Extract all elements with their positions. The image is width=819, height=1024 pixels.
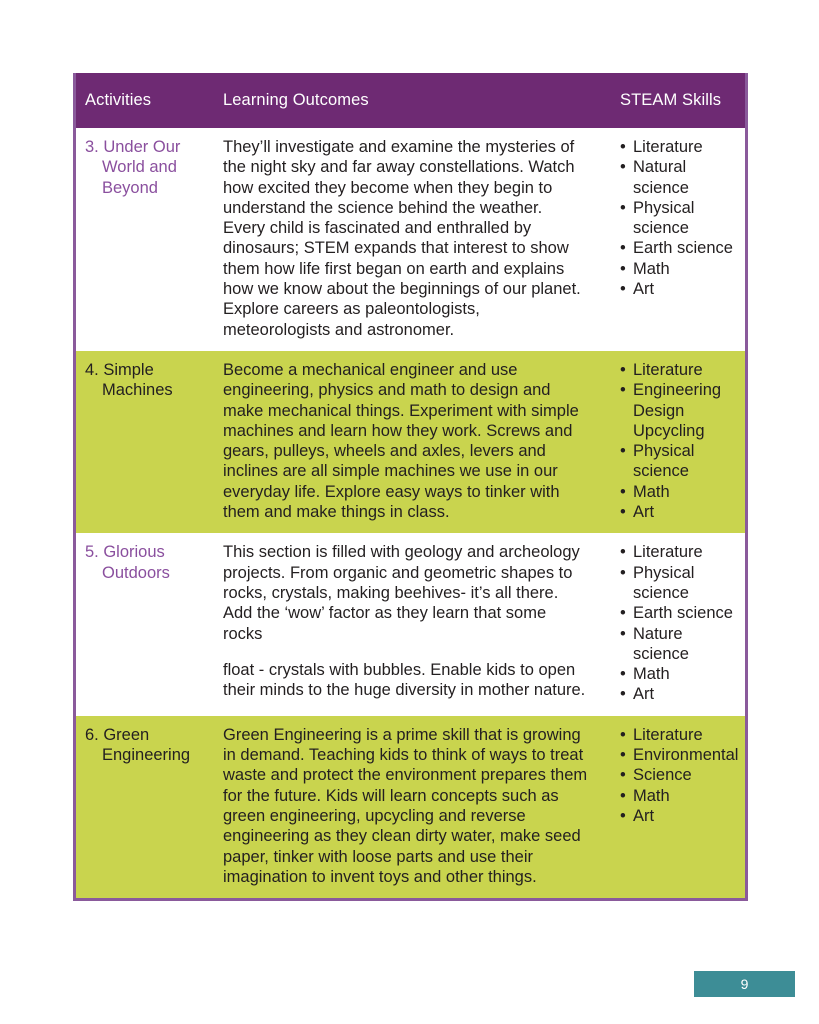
- outcome-paragraph: This section is filled with geology and archeology projects. From organic and geometric shapes to rocks, crystals, making beehives- it’s all there. Add the ‘wow’ factor as they learn that some rocks: [223, 543, 580, 643]
- steam-skills-cell: [596, 542, 745, 704]
- skill-item: • Math: [620, 786, 739, 806]
- outcome-paragraph: Become a mechanical engineer and use engineering, physics and math to design and make mechanical things. Experiment with simple machines and learn how they work. Screws and gears, pulleys, wheels and axles, levers and inclines are all simple machines we use in our everyday life. Explore easy ways to tinker with them and make things in class.: [223, 360, 579, 522]
- activities-table: [73, 73, 748, 901]
- steam-skills-cell: [596, 725, 745, 826]
- column-header-steam-skills: STEAM Skills: [620, 91, 722, 109]
- skill-item: • Literature: [620, 360, 739, 380]
- outcome-paragraph: Green Engineering is a prime skill that is growing in demand. Teaching kids to think of ways to treat waste and protect the environment prepares them for the future. Kids will learn concepts such as green engineering, upcycling and reverse engineering as they clean dirty water, make seed paper, tinker with loose parts and use their imagination to invent toys and other things.: [223, 725, 588, 886]
- column-header-activities: Activities: [85, 91, 152, 109]
- skills-list: [620, 542, 739, 704]
- outcome-paragraph: float - crystals with bubbles. Enable kids to open their minds to the huge diversity in mother nature.: [223, 660, 586, 700]
- activity-title: 4. Simple Machines: [85, 360, 173, 400]
- skill-item: • Physical science: [620, 198, 739, 239]
- skill-item: • Art: [620, 279, 739, 299]
- skill-item: • Literature: [620, 542, 739, 562]
- skill-item: • Earth science: [620, 238, 739, 258]
- skill-item: Design: [633, 401, 685, 420]
- activity-cell: [76, 360, 216, 401]
- skill-item: Upcycling: [633, 421, 705, 440]
- skill-item: • Physical science: [620, 563, 739, 604]
- activity-title: 3. Under Our World and Beyond: [85, 138, 181, 197]
- activity-title: 6. Green Engineering: [85, 725, 191, 765]
- skills-list: [620, 360, 739, 522]
- skill-item: • Literature: [620, 137, 739, 157]
- skill-item: • Math: [620, 259, 739, 279]
- page-number-badge: [694, 971, 795, 997]
- table-row: [76, 351, 745, 533]
- skill-item: • Art: [620, 502, 739, 522]
- skill-item: • Natural science: [620, 157, 739, 198]
- activity-cell: [76, 137, 216, 198]
- skill-item: • Earth science: [620, 603, 739, 623]
- steam-skills-cell: [596, 360, 745, 522]
- skill-item: • Nature science: [620, 624, 739, 665]
- column-header-learning-outcomes: Learning Outcomes: [223, 91, 369, 109]
- table-row: [76, 128, 745, 351]
- learning-outcomes-cell: [216, 725, 596, 887]
- table-body: [76, 128, 745, 898]
- steam-skills-cell: [596, 137, 745, 299]
- skills-list: [620, 137, 739, 299]
- skill-item: • Math: [620, 664, 739, 684]
- skill-item: • Art: [620, 684, 739, 704]
- learning-outcomes-cell: [216, 137, 596, 340]
- skill-item: • Art: [620, 806, 739, 826]
- skills-list: [620, 725, 739, 826]
- table-header-row: [76, 73, 745, 128]
- table-row: [76, 716, 745, 898]
- skill-item: • Science: [620, 765, 739, 785]
- activity-cell: [76, 725, 216, 766]
- skill-item: • Environmental: [620, 745, 739, 765]
- skill-item: • Physical science: [620, 441, 739, 482]
- outcome-paragraph: They’ll investigate and examine the mysteries of the night sky and far away constellations. Watch how excited they become when they begin to understand the science behind the weather. Every child is fascinated and enthralled by dinosaurs; STEM expands that interest to show them how life first began on earth and explains how we know about the beginnings of our planet. Explore careers as paleontologists, meteorologists and astronomer.: [223, 138, 581, 339]
- activity-cell: [76, 542, 216, 583]
- skill-item: • Literature: [620, 725, 739, 745]
- learning-outcomes-cell: [216, 542, 596, 700]
- activity-title: 5. Glorious Outdoors: [85, 543, 170, 582]
- page-number-label: 9: [740, 976, 749, 992]
- table-row: [76, 533, 745, 715]
- learning-outcomes-cell: [216, 360, 596, 522]
- skill-item: • Engineering: [620, 380, 739, 400]
- skill-item: • Math: [620, 482, 739, 502]
